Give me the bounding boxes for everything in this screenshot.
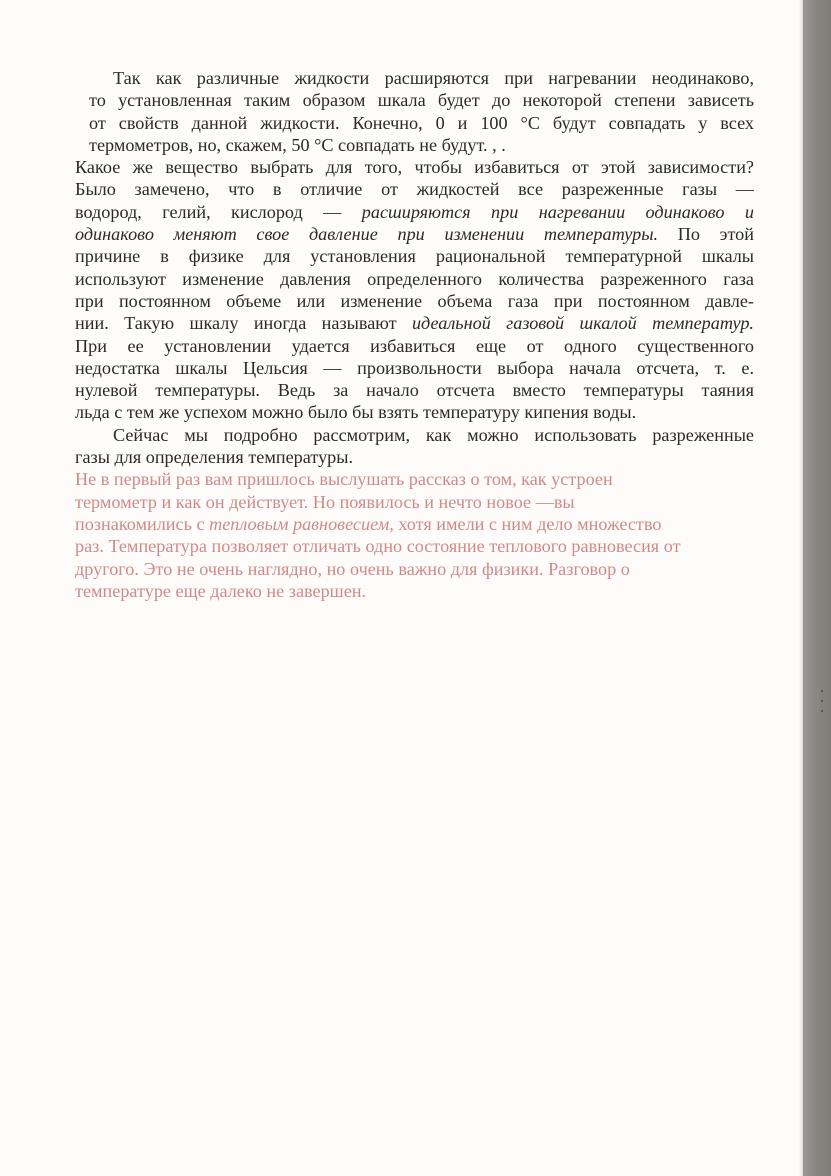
text-line: температуре еще далеко не завершен. (75, 580, 367, 601)
italic-fragment: одинаково меняют свое давление при изменении температуры. (75, 224, 659, 245)
text-fragment: По этой (658, 224, 754, 245)
text-line: используют изменение давления определенного количества разреженного газа (75, 268, 754, 289)
paragraph-gas-scale (75, 156, 754, 424)
text-line (75, 312, 754, 334)
text-line: Так как различные жидкости расширяются при нагревании неодинаково, (113, 68, 754, 88)
italic-fragment: расширяются при нагревании одинаково и (361, 201, 754, 222)
document-body (75, 67, 754, 602)
text-line: газы для определения температуры. (75, 447, 354, 468)
text-fragment: водород, гелий, кислород — (75, 201, 362, 222)
text-line (75, 201, 754, 223)
text-line: термометр и как он действует. Но появилось и нечто новое —вы (75, 491, 575, 512)
text-line (75, 513, 754, 535)
text-line: Какое же вещество выбрать для того, чтобы избавиться от этой зависимости? (75, 157, 754, 178)
text-line (75, 223, 754, 245)
text-line: при постоянном объеме или изменение объема газа при постоянном давле- (75, 290, 754, 311)
text-line: недостатка шкалы Цельсия — произвольности выбора начала отсчета, т. е. (75, 357, 754, 378)
italic-fragment: тепловым равновесием, (209, 513, 394, 534)
text-line: то установленная таким образом шкала будет до некоторой степени зависеть (89, 90, 754, 111)
text-line: раз. Температура позволяет отличать одно состояние теплового равновесия от (75, 536, 681, 557)
paragraph-liquid-thermometers (75, 67, 754, 156)
summary-block (75, 468, 754, 602)
text-line: Не в первый раз вам пришлось выслушать рассказ о том, как устроен (75, 469, 613, 490)
text-line: нулевой температуры. Ведь за начало отсчета вместо температуры таяния (75, 380, 754, 401)
italic-fragment: идеальной газовой шкалой температур. (411, 313, 754, 334)
text-line: причине в физике для установления рациональной температурной шкалы (75, 246, 754, 267)
text-line: льда с тем же успехом можно было бы взять температуру кипения воды. (75, 402, 637, 423)
text-fragment: нии. Такую шкалу иногда называют (75, 313, 412, 334)
page-edge (803, 0, 831, 1176)
text-line: другого. Это не очень наглядно, но очень важно для физики. Разговор о (75, 558, 630, 579)
text-fragment: познакомились с (75, 513, 210, 534)
text-line: термометров, но, скажем, 50 °С совпадать не будут. , . (89, 134, 506, 155)
text-line: от свойств данной жидкости. Конечно, 0 и 100 °С будут совпадать у всех (89, 112, 754, 133)
text-line: Сейчас мы подробно рассмотрим, как можно использовать разреженные (113, 424, 754, 445)
margin-marks (821, 690, 825, 720)
text-line: Было замечено, что в отличие от жидкостей все разреженные газы — (75, 179, 754, 200)
text-line: При ее установлении удается избавиться еще от одного существенного (75, 335, 754, 356)
paragraph-next-section (75, 424, 754, 469)
text-fragment: хотя имели с ним дело множество (393, 513, 662, 534)
